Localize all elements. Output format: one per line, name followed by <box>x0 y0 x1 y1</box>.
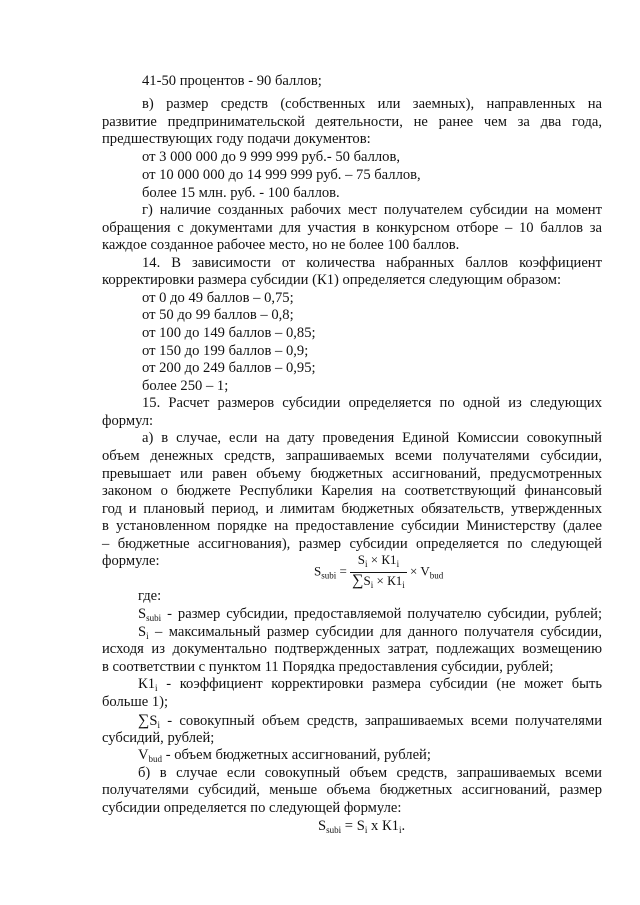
formula-subscript: i <box>398 825 402 835</box>
formula-subscript: i <box>370 580 374 590</box>
text-line: в соответствии с пунктом 11 Порядка предоставления субсидии, рублей; <box>102 659 554 675</box>
text-line: субсидий, рублей; <box>102 730 215 746</box>
text-line: корректировки размера субсидии (К1) определяется следующим образом: <box>102 272 562 288</box>
formula-symbol: S <box>138 606 147 622</box>
text-line: в установленном порядке на предоставление субсидии Министерству (далее <box>102 518 602 534</box>
text-line: от 200 до 249 баллов – 0,95; <box>142 360 316 376</box>
formula-symbol: S <box>357 552 366 567</box>
formula-symbol: К1 <box>381 552 397 567</box>
definition-text: - коэффициент корректировки размера субсидии (не может быть <box>157 676 602 692</box>
text-line: в) размер средств (собственных или заемных), направленных на <box>142 96 602 112</box>
formula-symbol: S <box>314 563 322 579</box>
formula-subscript: subi <box>326 825 342 835</box>
formula-symbol: S <box>149 713 158 729</box>
formula-symbol: К1 <box>381 818 399 834</box>
definition-text: - совокупный объем средств, запрашиваемых всеми получателями <box>160 713 602 729</box>
text-line: от 150 до 199 баллов – 0,9; <box>142 343 309 359</box>
text-line: более 15 млн. руб. - 100 баллов. <box>142 185 340 201</box>
formula-subscript: i <box>365 559 368 569</box>
formula-operator: × <box>370 552 379 567</box>
text-line: 14. В зависимости от количества набранных баллов коэффициент <box>142 255 602 271</box>
text-line: от 100 до 149 баллов – 0,85; <box>142 325 316 341</box>
text-line: формул: <box>102 413 154 429</box>
formula-subscript: i <box>155 683 158 693</box>
text-line: от 10 000 000 до 14 999 999 руб. – 75 баллов, <box>142 167 421 183</box>
formula-operator: = <box>344 818 354 834</box>
text-line: год и плановый период, и лимитам бюджетных обязательств, утвержденных <box>102 501 602 517</box>
formula-symbol: S <box>318 818 327 834</box>
text-line: предшествующих году подачи документов: <box>102 131 371 147</box>
text-line: превышает или равен объему бюджетных ассигнований, предусмотренных <box>102 466 602 482</box>
formula-numerator <box>350 552 407 573</box>
formula-operator: ∑ <box>352 572 364 589</box>
formula-punctuation: . <box>401 818 406 834</box>
formula-subscript: i <box>402 580 405 590</box>
text-line: обращения с документами для участия в конкурсном отборе – 10 баллов за <box>102 220 602 236</box>
formula-symbol: S <box>138 624 147 640</box>
definition-text: – максимальный размер субсидии для данного получателя субсидии, <box>148 624 602 640</box>
text-line: субсидии определяется по следующей формуле: <box>102 800 402 816</box>
text-line: больше 1); <box>102 694 169 710</box>
text-line: от 0 до 49 баллов – 0,75; <box>142 290 294 306</box>
text-line: от 3 000 000 до 9 999 999 руб.- 50 баллов, <box>142 149 401 165</box>
formula-subscript: subi <box>146 613 162 623</box>
text-line: б) в случае если совокупный объем средств, запрашиваемых всеми <box>138 765 602 781</box>
text-line: получателями субсидий, меньше объема бюджетных ассигнований, размер <box>102 782 602 798</box>
formula-subsidy-a <box>314 552 443 593</box>
text-line: законом о бюджете Республики Карелия на соответствующий финансовый <box>102 483 602 499</box>
formula-symbol: S <box>363 573 371 588</box>
formula-subsidy-b <box>318 818 405 839</box>
formula-denominator <box>350 573 407 593</box>
text-line: от 50 до 99 баллов – 0,8; <box>142 307 294 323</box>
text-line: а) в случае, если на дату проведения Единой Комиссии совокупный <box>142 430 602 446</box>
formula-symbol: V <box>420 563 430 579</box>
formula-fraction <box>350 552 407 593</box>
text-line: каждое созданное рабочее место, но не более 100 баллов. <box>102 237 460 253</box>
formula-symbol: К1 <box>387 573 403 588</box>
text-line: развитие предпринимательской деятельности, не ранее чем за два года, <box>102 114 602 130</box>
formula-subscript: bud <box>429 570 444 581</box>
definition-k1 <box>138 676 602 697</box>
formula-operator: ∑ <box>138 712 150 729</box>
formula-symbol: V <box>138 747 149 763</box>
text-line: г) наличие созданных рабочих мест получателем субсидии на момент <box>142 202 602 218</box>
formula-operator: × <box>376 573 384 588</box>
text-line: – бюджетные ассигнования), размер субсидии определяется по следующей <box>102 536 602 552</box>
text-line: формуле: <box>102 553 160 569</box>
formula-symbol: S <box>356 818 365 834</box>
text-line: 41-50 процентов - 90 баллов; <box>142 73 322 89</box>
formula-operator: = <box>339 563 347 579</box>
formula-subscript: i <box>396 559 400 569</box>
formula-operator: x <box>370 818 379 834</box>
definition-text: - объем бюджетных ассигнований, рублей; <box>162 747 431 763</box>
formula-symbol: К1 <box>138 676 156 692</box>
text-line: 15. Расчет размеров субсидии определяется по одной из следующих <box>142 395 602 411</box>
text-line: где: <box>138 588 162 604</box>
text-line: более 250 – 1; <box>142 378 229 394</box>
formula-subscript: subi <box>321 570 337 581</box>
formula-subscript: i <box>157 720 161 730</box>
formula-subscript: i <box>364 825 368 835</box>
text-line: объем денежных средств, запрашиваемых всеми получателями субсидии, <box>102 448 602 464</box>
text-line: исходя из документально подтвержденных затрат, подлежащих возмещению <box>102 641 602 657</box>
formula-subscript: i <box>146 631 149 641</box>
formula-operator: × <box>410 563 418 579</box>
formula-subscript: bud <box>148 754 163 764</box>
definition-text: - размер субсидии, предоставляемой получателю субсидии, рублей; <box>161 606 602 622</box>
